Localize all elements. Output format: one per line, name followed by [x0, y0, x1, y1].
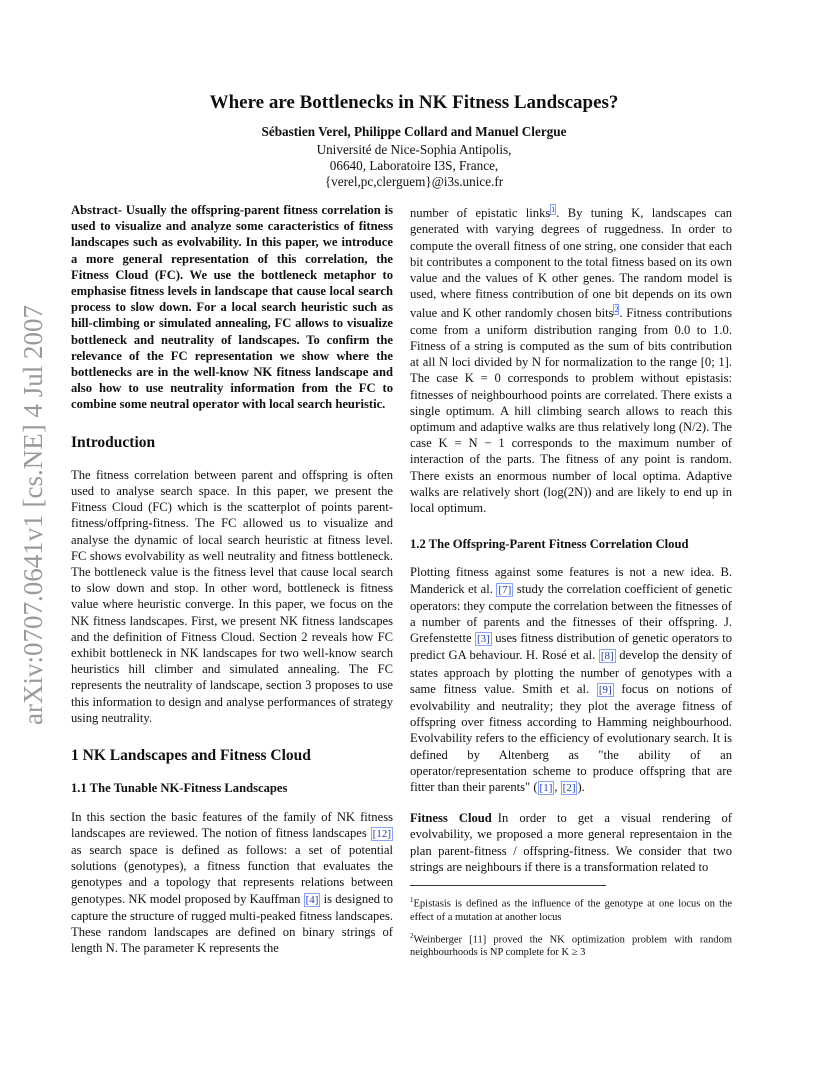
- footnote: $^1$Epistasis is defined as the influence of the genotype at one locus on the effect of a mutation at another locus: [410, 896, 732, 923]
- fitness-cloud-heading: Fitness Cloud: [410, 811, 492, 826]
- paper-title: Where are Bottlenecks in NK Fitness Landscapes?: [209, 92, 619, 113]
- affiliation-email: {verel,pc,clerguem}@i3s.unice.fr: [324, 174, 504, 189]
- citation-link[interactable]: [3]: [476, 633, 490, 646]
- right-column: [410, 202, 732, 965]
- arxiv-stamp-text: arXiv:0707.0641v1 [cs.NE] 4 Jul 2007: [18, 305, 48, 725]
- citation-link[interactable]: [7]: [498, 583, 512, 596]
- citation-link[interactable]: [8]: [600, 650, 614, 663]
- footnote-rule: [410, 885, 606, 886]
- introduction-heading: Introduction: [71, 433, 156, 451]
- section-1-heading: 1 NK Landscapes and Fitness Cloud: [71, 747, 311, 765]
- footnote-link[interactable]: 1: [551, 205, 556, 214]
- affiliation-line: Université de Nice-Sophia Antipolis,: [316, 142, 512, 157]
- abstract: Abstract- Usually the offspring-parent fitness correlation is used to visualize and analyze some caracteristics of fitness landscapes such as evolvability. In this paper, we introduce a more general representation of this correlation, the Fitness Cloud (FC). We use the bottleneck metaphor to emphasise fitness levels in landscape that cause local search process to slow down. For a local search heuristic such as hill-climbing or simulated annealing, FC allows to visualize bottleneck and neutrality of landscapes. To confirm the relevance of the FC representation we show where the bottlenecks are in the well-know NK fitness landscape and also how to use neutrality information from the FC to combine some neutral operator with local search heuristic.: [71, 203, 393, 412]
- author-list: Sébastien Verel, Philippe Collard and Manuel Clergue: [261, 124, 567, 139]
- citation-link[interactable]: [1]: [539, 782, 553, 795]
- introduction-text: The fitness correlation between parent and offspring is often used to analyse search space. In this paper, we present the Fitness Cloud (FC) which is the scatterplot of points parent-fitness/offpring-fitness. The FC allowed us to visualize and analyse the dynamic of local search heuristic at fitness level. FC shows evolvability as well neutrality and fitness bottleneck. The bottleneck value is the fitness level that cause local search to slow down and stop. In other word, bottleneck is fitness value where heuristic converge. In this paper, we focus on the NK fitness landscapes. First, we present NK fitness landscapes and the definition of Fitness Cloud. Section 2 reveals how FC exhibit bottleneck in NK landscapes for two well-know search heuristics hill climber and simulated annealing. The FC represents the neutrality of landscape, section 3 proposes to use this information to design and analyse performances of strategy using neutrality.: [71, 467, 393, 725]
- citation-link[interactable]: [2]: [562, 782, 576, 795]
- nk-description: number of epistatic links$^1$. By tuning K, landscapes can generated with varying degrees of ruggedness. In order to compute the overall fitness of one string, one consider that each bit contributes a component to the total fitness based on its own value and the values of K other genes. The random model is used, where fitness contribution of one bit depends on its own value and K other randomly chosen bits$^2$. Fitness contributions come from a uniform distribution ranging from 0.0 to 1.0. Fitness of a string is computed as the sum of bits contribution at all N loci divided by N for normalization to the range [0; 1]. The case K = 0 corresponds to problem without epistasis: fitnesses of neighbourhood points are correlated. There exists a single optimum. A hill climbing search allows to reach this optimum and adaptive walks are thus relatively long (N/2). The case K = N − 1 corresponds to the maximum number of interaction of the parts. The fitness of any point is random. There exists an enormous number of local optima. Adaptive walks are relatively short (log(2N)) and are likely to end up in local optimum.: [410, 205, 732, 516]
- citation-link[interactable]: [4]: [305, 893, 319, 906]
- arxiv-stamp: [8, 270, 52, 730]
- footnote-link[interactable]: 2: [614, 305, 619, 315]
- footnote: $^2$Weinberger [11] proved the NK optimization problem with random neighbourhoods is NP complete for K ≥ 3: [410, 931, 732, 959]
- section-1-2-heading: 1.2 The Offspring-Parent Fitness Correlation Cloud: [410, 537, 689, 552]
- section-1-2-text: Plotting fitness against some features is not a new idea. B. Manderick et al. [7] study the correlation coefficient of genetic operators: they compute the correlation between the fitnesses of a number of parents and the fitnesses of their offspring. J. Grefenstette [3] uses fitness distribution of genetic operators to predict GA behaviour. H. Rosé et al. [8] develop the density of states approach by plotting the number of genotypes with a same fitness value. Smith et al. [9] focus on notions of evolvability and neutrality; they plot the average fitness of offspring over fitness according to Hamming neighbourhood. Evolvability refers to the efficiency of evolutionary search. It is defined by Altenberg as "the ability of an operator/representation scheme to produce offspring that are fitter than their parents" ( [1] , [2] ).: [410, 565, 732, 795]
- citation-link[interactable]: [12]: [372, 827, 391, 840]
- fitness-cloud-paragraph: Fitness Cloud In order to get a visual rendering of evolvability, we proposed a more general representaion in the plan parent-fitness / offspring-fitness. We consider that two strings are neighbours if there is a transformation related to: [410, 811, 732, 874]
- left-column: [71, 202, 393, 956]
- affiliation-line: 06640, Laboratoire I3S, France,: [329, 158, 499, 173]
- citation-link[interactable]: [9]: [598, 683, 612, 696]
- section-1-1-heading: 1.1 The Tunable NK-Fitness Landscapes: [71, 781, 288, 796]
- section-1-1-text: In this section the basic features of the family of NK fitness landscapes are reviewed. The notion of fitness landscapes [12] as search space is defined as follows: a set of potential solutions (genotypes), a fitness function that evaluates the genotypes and a topology that represents relations between genotypes. NK model proposed by Kauffman [4] is designed to capture the structure of rugged multi-peaked fitness landscapes. These random landscapes are defined on binary strings of length N. The parameter K represents the: [71, 809, 393, 956]
